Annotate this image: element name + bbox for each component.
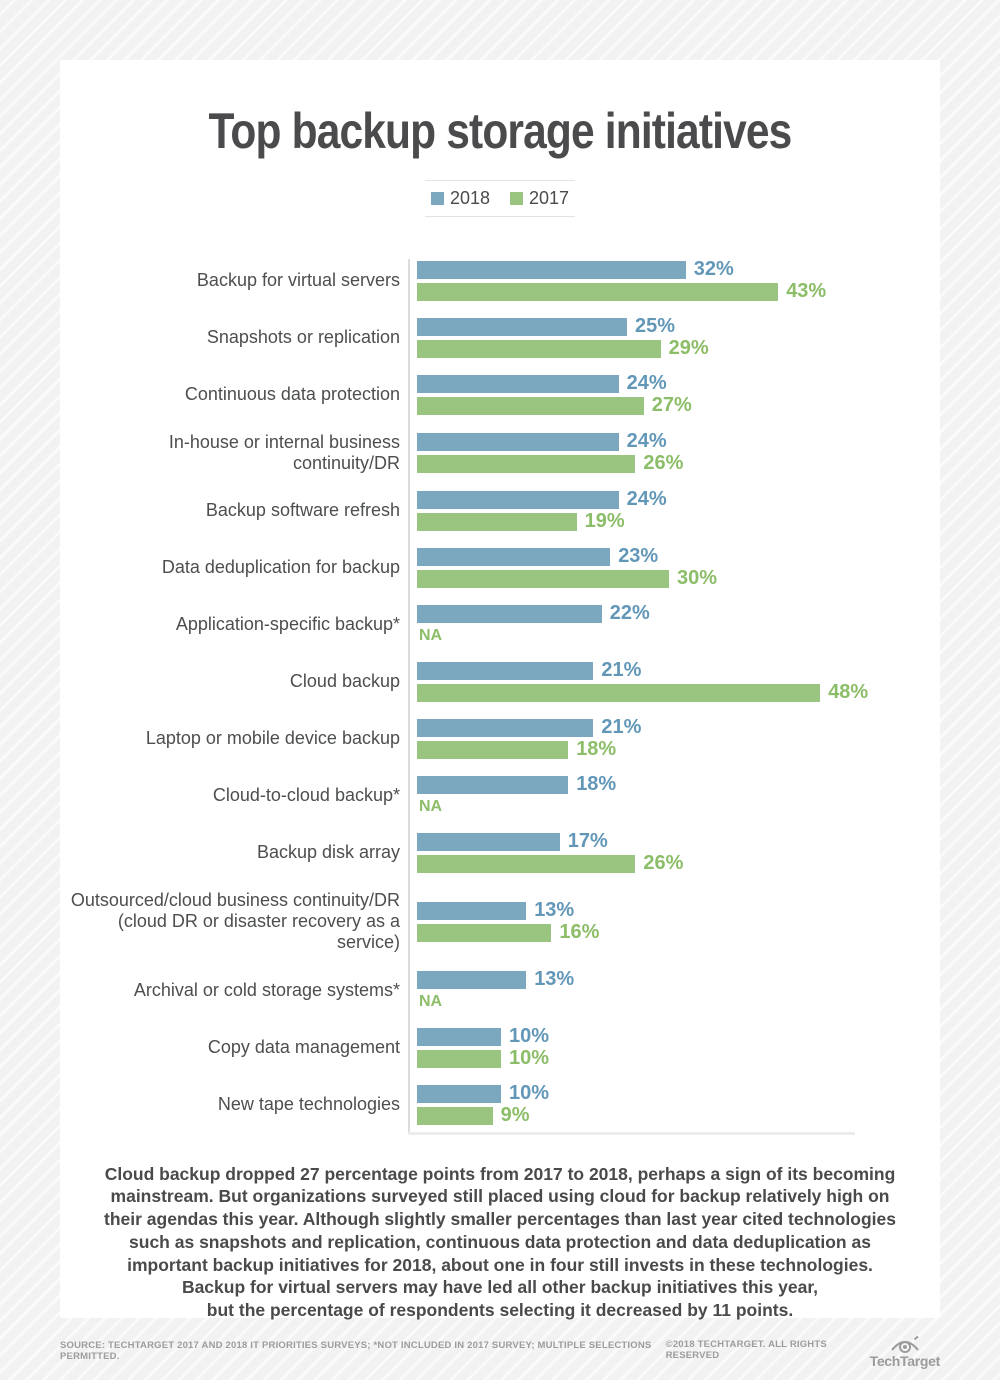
brand-block xyxy=(666,1336,940,1368)
copyright-text: ©2018 TECHTARGET. ALL RIGHTS RESERVED xyxy=(665,1339,827,1361)
chart-group xyxy=(60,602,940,645)
bar-row-2017 xyxy=(417,627,940,645)
bar-row-2017 xyxy=(417,1047,940,1070)
bar-2018 xyxy=(417,1085,501,1103)
bar-2018 xyxy=(417,261,686,279)
bar-2017 xyxy=(417,570,669,588)
bar-2017 xyxy=(417,924,551,942)
infographic-card xyxy=(60,60,940,1321)
bar-2018 xyxy=(417,1028,501,1046)
bar-2018 xyxy=(417,833,560,851)
chart-group xyxy=(60,773,940,816)
na-label: NA xyxy=(419,797,443,815)
category-label: Data deduplication for backup xyxy=(161,557,400,578)
value-label-2017: 10% xyxy=(509,1047,550,1070)
bar-row-2017 xyxy=(417,993,940,1011)
bar-row-2017 xyxy=(417,567,940,590)
value-label-2018: 25% xyxy=(635,315,676,337)
page-title: Top backup storage initiatives xyxy=(208,103,792,159)
bar-row-2017 xyxy=(417,852,940,875)
bars-column xyxy=(417,659,940,704)
bar-row-2018 xyxy=(417,258,940,280)
bars-column xyxy=(417,968,940,1011)
bar-2018 xyxy=(417,605,602,623)
bar-row-2018 xyxy=(417,1025,940,1048)
bar-2017 xyxy=(417,1050,501,1068)
value-label-2018: 13% xyxy=(534,899,575,922)
bars-column xyxy=(417,430,940,475)
value-label-2017: 19% xyxy=(584,510,625,533)
legend-item-2017 xyxy=(510,188,569,209)
logo-text: TechTarget xyxy=(869,1353,940,1369)
footer xyxy=(60,1336,940,1368)
value-label-2018: 10% xyxy=(509,1082,550,1105)
techtarget-logo xyxy=(870,1336,940,1368)
legend-item-2018 xyxy=(431,188,490,209)
bar-2018 xyxy=(417,375,619,393)
bar-2017 xyxy=(417,455,635,473)
value-label-2017: 26% xyxy=(643,452,684,475)
category-label: Backup for virtual servers xyxy=(196,269,400,290)
value-label-2018: 21% xyxy=(601,659,642,682)
bar-row-2017 xyxy=(417,510,940,533)
chart-group xyxy=(60,659,940,704)
value-label-2017: 26% xyxy=(643,852,684,875)
bar-row-2018 xyxy=(417,315,940,337)
bar-2018 xyxy=(417,318,627,336)
value-label-2017: 9% xyxy=(500,1104,530,1127)
chart-legend xyxy=(425,180,575,217)
category-label: New tape technologies xyxy=(217,1094,400,1115)
chart-group xyxy=(60,716,940,761)
category-label: Cloud-to-cloud backup* xyxy=(212,785,400,806)
value-label-2017: 48% xyxy=(828,681,869,704)
bar-row-2018 xyxy=(417,545,940,568)
value-label-2018: 24% xyxy=(626,372,667,394)
legend-label-2017: 2017 xyxy=(529,187,570,208)
value-label-2018: 10% xyxy=(509,1025,550,1048)
x-axis-line xyxy=(408,1132,855,1135)
value-label-2018: 23% xyxy=(618,545,659,568)
bars-column xyxy=(417,602,940,645)
bar-2017 xyxy=(417,397,644,415)
legend-swatch-2018-icon xyxy=(431,192,444,205)
value-label-2018: 13% xyxy=(534,968,575,991)
summary-line: such as snapshots and replication, continuous data protection and data deduplication as xyxy=(129,1231,871,1252)
category-label: Laptop or mobile device backup xyxy=(145,728,400,749)
value-label-2018: 22% xyxy=(609,602,650,625)
bars-column xyxy=(417,315,940,359)
bar-row-2017 xyxy=(417,394,940,416)
chart-group xyxy=(60,1025,940,1070)
chart-group xyxy=(60,968,940,1011)
bars-column xyxy=(417,372,940,416)
bar-row-2017 xyxy=(417,1104,940,1127)
bar-2018 xyxy=(417,719,593,737)
bar-2018 xyxy=(417,548,610,566)
chart-group xyxy=(60,1082,940,1127)
bars-column xyxy=(417,1082,940,1127)
bar-row-2018 xyxy=(417,830,940,853)
bar-2017 xyxy=(417,340,661,358)
category-label: In-house or internal business continuity/DR xyxy=(168,431,400,473)
chart-group xyxy=(60,830,940,875)
bar-row-2018 xyxy=(417,488,940,511)
category-label: Outsourced/cloud business continuity/DR (cloud DR or disaster recovery as a service) xyxy=(70,889,400,953)
bars-column xyxy=(417,488,940,533)
chart-group xyxy=(60,372,940,416)
bar-2017 xyxy=(417,1107,493,1125)
source-note: SOURCE: TECHTARGET 2017 AND 2018 IT PRIORITIES SURVEYS; *NOT INCLUDED IN 2017 SURVEY; MULTIPLE SELECTIONS PERMITTED. xyxy=(60,1340,652,1362)
bar-2017 xyxy=(417,741,568,759)
na-label: NA xyxy=(419,626,443,644)
bar-2018 xyxy=(417,902,526,920)
bar-row-2018 xyxy=(417,1082,940,1105)
bar-row-2018 xyxy=(417,372,940,394)
y-axis-line xyxy=(408,259,410,1133)
bars-column xyxy=(417,545,940,590)
category-label: Snapshots or replication xyxy=(206,326,400,347)
chart-group xyxy=(60,890,940,954)
bar-2018 xyxy=(417,491,619,509)
bar-row-2017 xyxy=(417,798,940,816)
bar-row-2018 xyxy=(417,716,940,739)
bar-2017 xyxy=(417,855,635,873)
value-label-2018: 24% xyxy=(626,488,667,511)
bar-2018 xyxy=(417,971,526,989)
eye-icon xyxy=(889,1336,921,1354)
summary-line: their agendas this year. Although slightly smaller percentages than last year cited technologies xyxy=(104,1209,896,1230)
bar-2017 xyxy=(417,684,820,702)
value-label-2017: 43% xyxy=(786,280,827,302)
bar-row-2017 xyxy=(417,452,940,475)
bar-row-2017 xyxy=(417,921,940,944)
chart-group xyxy=(60,258,940,302)
value-label-2018: 18% xyxy=(576,773,617,796)
bars-column xyxy=(417,773,940,816)
legend-label-2018: 2018 xyxy=(449,187,490,208)
bars-column xyxy=(417,899,940,944)
bars-column xyxy=(417,258,940,302)
summary-line: Cloud backup dropped 27 percentage points from 2017 to 2018, perhaps a sign of its becoming xyxy=(104,1163,896,1184)
category-label: Application-specific backup* xyxy=(175,614,400,635)
bars-column xyxy=(417,830,940,875)
bar-row-2018 xyxy=(417,602,940,625)
bar-row-2018 xyxy=(417,430,940,453)
bar-row-2018 xyxy=(417,773,940,796)
bar-row-2018 xyxy=(417,659,940,682)
category-label: Cloud backup xyxy=(289,671,400,692)
value-label-2018: 32% xyxy=(693,258,734,280)
bar-row-2018 xyxy=(417,968,940,991)
na-label: NA xyxy=(419,992,443,1010)
value-label-2017: 30% xyxy=(677,567,718,590)
bar-row-2017 xyxy=(417,681,940,704)
bars-column xyxy=(417,1025,940,1070)
bar-2018 xyxy=(417,433,619,451)
category-label: Archival or cold storage systems* xyxy=(133,980,400,1001)
value-label-2017: 16% xyxy=(559,921,600,944)
summary-line: but the percentage of respondents selecting it decreased by 11 points. xyxy=(206,1300,794,1321)
value-label-2018: 21% xyxy=(601,716,642,739)
bar-2017 xyxy=(417,283,778,301)
chart-group xyxy=(60,545,940,590)
legend-wrap xyxy=(60,180,940,217)
bar-2018 xyxy=(417,776,568,794)
legend-swatch-2017-icon xyxy=(510,192,523,205)
bar-row-2018 xyxy=(417,899,940,922)
bar-row-2017 xyxy=(417,337,940,359)
value-label-2017: 18% xyxy=(576,738,617,761)
summary-line: Backup for virtual servers may have led all other backup initiatives this year, xyxy=(181,1277,819,1298)
summary-paragraph xyxy=(60,1163,940,1322)
bar-2018 xyxy=(417,662,593,680)
summary-line: mainstream. But organizations surveyed still placed using cloud for backup relatively high on xyxy=(110,1186,890,1207)
chart-group xyxy=(60,488,940,533)
category-label: Continuous data protection xyxy=(184,383,400,404)
category-label: Backup software refresh xyxy=(205,500,400,521)
bar-row-2017 xyxy=(417,738,940,761)
value-label-2018: 17% xyxy=(567,830,608,853)
bar-2017 xyxy=(417,513,577,531)
value-label-2017: 27% xyxy=(651,394,692,416)
category-label: Backup disk array xyxy=(256,842,400,863)
bar-row-2017 xyxy=(417,280,940,302)
category-label: Copy data management xyxy=(207,1037,400,1058)
chart-group xyxy=(60,315,940,359)
value-label-2017: 29% xyxy=(668,337,709,359)
bars-column xyxy=(417,716,940,761)
value-label-2018: 24% xyxy=(626,430,667,453)
bar-chart xyxy=(60,258,940,1127)
summary-line: important backup initiatives for 2018, about one in four still invests in these technologies. xyxy=(127,1254,873,1275)
chart-group xyxy=(60,432,940,474)
